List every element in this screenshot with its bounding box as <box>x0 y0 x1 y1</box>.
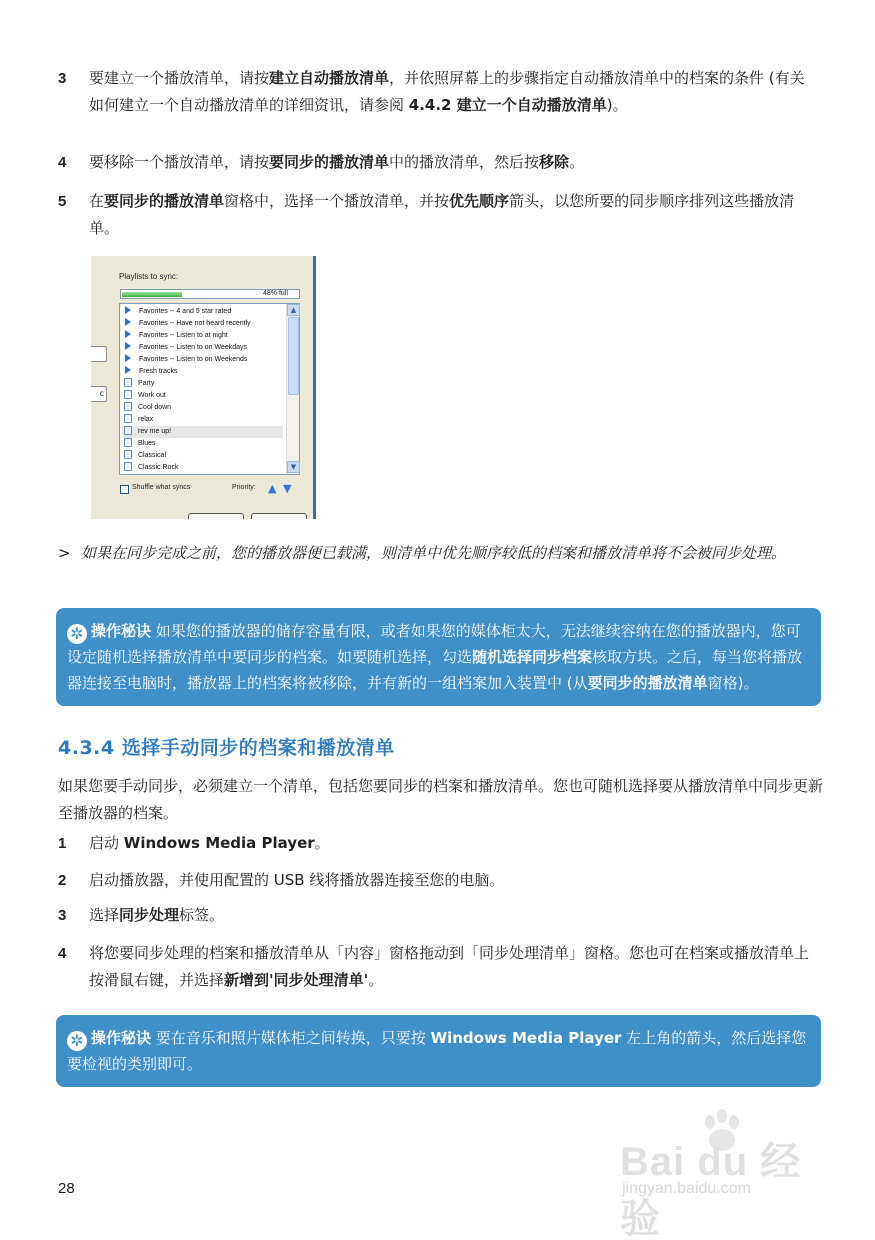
text-run: 要建立一个播放清单，请按 <box>89 69 270 87</box>
playlist-item[interactable] <box>122 390 283 402</box>
playlist-item-label: Classic Rock <box>138 464 179 471</box>
auto-playlist-icon <box>125 342 131 350</box>
page-number: 28 <box>58 1180 75 1197</box>
tip-body <box>67 622 802 692</box>
playlist-item[interactable] <box>122 378 283 390</box>
playlist-item-label: Favorites -- Have not heard recently <box>139 320 251 327</box>
text-run: 中的播放清单，然后按 <box>389 153 540 171</box>
playlist-item-label: Classical <box>138 452 167 459</box>
text-run: 核取方块。之后，每当您将播放器连接至电脑时，播放器上的档案将被移除，并有新的一组档案加入装置中 (从 <box>67 648 803 692</box>
tip-star-icon: ✲ <box>67 624 87 644</box>
playlists-to-sync-label: Playlists to sync: <box>119 272 179 281</box>
bold-term: 随机选择同步档案 <box>472 648 593 666</box>
step-text <box>89 149 818 176</box>
playlist-icon <box>124 402 132 411</box>
step-number: 5 <box>58 193 67 210</box>
step-number: 1 <box>58 835 67 852</box>
step-item <box>58 940 818 994</box>
step-number: 4 <box>58 945 67 962</box>
text-run: 启动播放器，并使用配置的 USB 线将播放器连接至您的电脑。 <box>89 871 505 889</box>
playlist-icon <box>124 438 132 447</box>
playlist-item-label: Favorites -- Listen to on Weekdays <box>139 344 248 351</box>
playlist-item-label: Party <box>138 380 155 387</box>
playlist-item-label: Fresh tracks <box>139 368 178 375</box>
playlist-icon <box>124 378 132 387</box>
playlist-icon <box>124 450 132 459</box>
capacity-percent: 48% full <box>263 290 288 297</box>
playlist-item-label: Blues <box>138 440 156 447</box>
playlist-item[interactable] <box>122 330 283 342</box>
tip-title: 操作秘诀 <box>91 1029 152 1047</box>
priority-label: Priority: <box>232 484 256 491</box>
step-number: 3 <box>58 907 67 924</box>
text-run: 要在音乐和照片媒体柜之间转换，只要按 <box>151 1029 431 1047</box>
playlist-item[interactable] <box>122 306 283 318</box>
tip-body <box>67 1029 806 1073</box>
step-text <box>89 902 818 929</box>
playlist-item-label: rev me up! <box>138 428 172 435</box>
text-run: 窗格)。 <box>707 674 759 692</box>
note-marker: > <box>58 544 71 562</box>
playlist-item[interactable] <box>122 426 283 438</box>
playlist-item-label: Favorites -- Listen to on Weekends <box>139 356 248 363</box>
note <box>58 540 821 567</box>
step-text <box>89 940 818 994</box>
step-text <box>89 188 818 242</box>
text-run: )。 <box>606 96 628 114</box>
section-heading: 4.3.4 选择手动同步的档案和播放清单 <box>58 737 395 759</box>
auto-playlist-icon <box>125 318 131 326</box>
step-number: 3 <box>58 70 67 87</box>
intro-paragraph: 如果您要手动同步，必须建立一个清单，包括您要同步的档案和播放清单。您也可随机选择要从播放清单中同步更新至播放器的档案。 <box>58 777 824 822</box>
playlist-item[interactable] <box>122 354 283 366</box>
step-text <box>89 65 818 119</box>
playlist-item-label: relax <box>138 416 154 423</box>
playlist-item-label: Favorites -- Listen to at night <box>139 332 228 339</box>
note-text: 如果在同步完成之前，您的播放器便已载满，则清单中优先顺序较低的档案和播放清单将不会被同步处理。 <box>81 544 787 562</box>
step-item <box>58 902 818 929</box>
text-run: 。 <box>569 153 585 171</box>
side-button[interactable] <box>91 346 107 362</box>
sync-playlists-screenshot <box>91 256 316 519</box>
text-run: 箭头，以您所要的同步顺序排列这些播放清单。 <box>89 192 795 237</box>
playlist-item[interactable] <box>122 450 283 462</box>
bold-term: 要同步的播放清单 <box>587 674 708 692</box>
bold-term: 4.4.2 建立一个自动播放清单 <box>408 96 607 114</box>
playlist-item[interactable] <box>122 462 283 474</box>
step-item <box>58 149 818 176</box>
side-button[interactable]: c <box>91 386 107 402</box>
text-run: 在 <box>89 192 105 210</box>
playlist-list[interactable] <box>119 303 300 475</box>
bold-term: 要同步的播放清单 <box>104 192 225 210</box>
scroll-down-icon[interactable]: ▼ <box>287 461 300 473</box>
scroll-thumb[interactable] <box>288 317 299 395</box>
playlist-icon <box>124 462 132 471</box>
text-run: 将您要同步处理的档案和播放清单从「内容」窗格拖动到「同步处理清单」窗格。您也可在档案或播放清单上按滑鼠右键，并选择 <box>89 944 810 989</box>
dialog-button[interactable] <box>251 513 307 519</box>
watermark-brand: Bai du 经验 <box>620 1140 802 1240</box>
playlist-icon <box>124 390 132 399</box>
playlist-item-label: Work out <box>138 392 166 399</box>
playlist-item[interactable] <box>122 318 283 330</box>
text-run: 如果您的播放器的储存容量有限，或者如果您的媒体柜太大，无法继续容纳在您的播放器内，您可设定随机选择播放清单中要同步的档案。如要随机选择，勾选 <box>67 622 801 666</box>
text-run: 标签。 <box>179 906 225 924</box>
bold-term: Windows Media Player <box>430 1029 622 1047</box>
playlist-item-label: Cool down <box>138 404 172 411</box>
text-run: 。 <box>314 834 330 852</box>
auto-playlist-icon <box>125 306 131 314</box>
text-run: 启动 <box>89 834 124 852</box>
bold-term: Windows Media Player <box>123 834 315 852</box>
auto-playlist-icon <box>125 354 131 362</box>
text-run: 要移除一个播放清单，请按 <box>89 153 270 171</box>
capacity-progress-fill <box>122 292 182 297</box>
list-scrollbar[interactable] <box>286 304 299 474</box>
step-item <box>58 867 818 894</box>
priority-down-arrow-icon[interactable]: ▼ <box>283 482 292 495</box>
bold-term: 移除 <box>539 153 570 171</box>
auto-playlist-icon <box>125 330 131 338</box>
step-text <box>89 830 818 857</box>
playlist-icon <box>124 426 132 435</box>
playlist-item[interactable] <box>122 342 283 354</box>
playlist-item-label: Favorites -- 4 and 5 star rated <box>139 308 232 315</box>
bold-term: 优先顺序 <box>449 192 510 210</box>
baidu-watermark <box>620 1108 825 1240</box>
bold-term: 新增到'同步处理清单' <box>224 971 369 989</box>
shuffle-label: Shuffle what syncs <box>132 484 191 491</box>
playlist-item[interactable] <box>122 438 283 450</box>
playlist-item[interactable] <box>122 402 283 414</box>
text-run: 窗格中，选择一个播放清单，并按 <box>224 192 450 210</box>
text-run: 选择 <box>89 906 120 924</box>
step-item <box>58 65 818 119</box>
playlist-icon <box>124 414 132 423</box>
step-number: 2 <box>58 872 67 889</box>
priority-up-arrow-icon[interactable]: ▲ <box>268 482 277 495</box>
tip-box <box>56 608 821 706</box>
bold-term: 要同步的播放清单 <box>269 153 390 171</box>
auto-playlist-icon <box>125 366 131 374</box>
scroll-up-icon[interactable]: ▲ <box>287 304 300 316</box>
text-run: ，并依照屏幕上的步骤指定自动播放清单中的档案的条件 (有关如何建立一个自动播放清单的详细资讯，请参阅 <box>89 69 805 114</box>
bold-term: 同步处理 <box>119 906 180 924</box>
step-number: 4 <box>58 154 67 171</box>
shuffle-checkbox[interactable] <box>120 485 129 494</box>
tip-title: 操作秘诀 <box>91 622 152 640</box>
playlist-item[interactable] <box>122 414 283 426</box>
step-item <box>58 830 818 857</box>
playlist-item[interactable] <box>122 366 283 378</box>
watermark-url: jingyan.baidu.com <box>622 1180 751 1197</box>
tip-box <box>56 1015 821 1087</box>
text-run: 。 <box>368 971 384 989</box>
dialog-button[interactable] <box>188 513 244 519</box>
tip-star-icon: ✲ <box>67 1031 87 1051</box>
step-text <box>89 867 818 894</box>
bold-term: 建立自动播放清单 <box>269 69 390 87</box>
text-run: 左上角的箭头，然后选择您要检视的类别即可。 <box>67 1029 807 1073</box>
step-item <box>58 188 818 242</box>
